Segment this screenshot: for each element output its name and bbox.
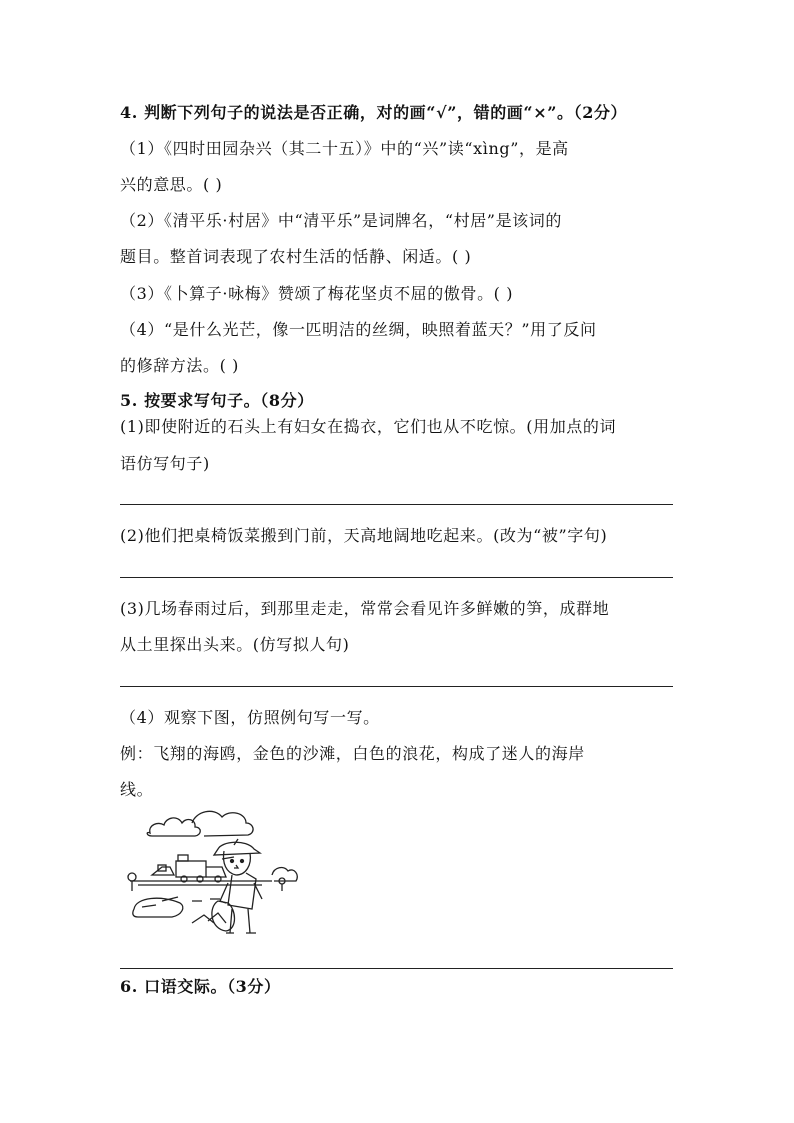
q5-example-line2: 线。 (120, 780, 154, 799)
q6-heading: 6. 口语交际。（3分） (120, 977, 281, 996)
q4-item2-line2: 题目。整首词表现了农村生活的恬静、闲适。( ) (120, 247, 472, 266)
farmer-illustration (122, 805, 304, 937)
q5-item1-line2: 语仿写句子) (120, 454, 210, 473)
q5-item1-line1: (1)即使附近的石头上有妇女在捣衣，它们也从不吃惊。(用加点的词 (120, 417, 617, 436)
q5-heading: 5. 按要求写句子。（8分） (120, 391, 314, 410)
q4-item1-line2: 兴的意思。( ) (120, 175, 223, 194)
cloud-illustration (147, 811, 253, 836)
q5-example-line1: 例：飞翔的海鸥，金色的沙滩，白色的浪花，构成了迷人的海岸 (120, 744, 585, 763)
q5-item2-line1: (2)他们把桌椅饭菜搬到门前，天高地阔地吃起来。(改为“被”字句) (120, 526, 608, 545)
q5-item3-line2: 从土里探出头来。(仿写拟人句) (120, 635, 350, 654)
q5-item3-line1: (3)几场春雨过后，到那里走走，常常会看见许多鲜嫩的笋，成群地 (120, 599, 610, 618)
q4-item4-line2: 的修辞方法。( ) (120, 356, 239, 375)
q4-item2-line1: （2）《清平乐·村居》中“清平乐”是词牌名，“村居”是该词的 (120, 211, 562, 230)
q4-item4-line1: （4）“是什么光芒，像一匹明洁的丝绸，映照着蓝天？”用了反问 (120, 320, 597, 339)
q4-item1-line1: （1）《四时田园杂兴（其二十五）》中的“兴”读“xìng”，是高 (120, 139, 569, 158)
q4-item3-line1: （3）《卜算子·咏梅》赞颂了梅花坚贞不屈的傲骨。( ) (120, 284, 514, 303)
answer-line-2[interactable] (120, 577, 673, 578)
q5-item4-line1: （4）观察下图，仿照例句写一写。 (120, 708, 380, 727)
answer-line-3[interactable] (120, 686, 673, 687)
answer-line-4[interactable] (120, 968, 673, 969)
background-scenery (128, 855, 297, 923)
answer-line-1[interactable] (120, 504, 673, 505)
farmer-figure (212, 839, 262, 933)
q4-heading: 4. 判断下列句子的说法是否正确，对的画“√”，错的画“×”。（2分） (120, 103, 628, 122)
